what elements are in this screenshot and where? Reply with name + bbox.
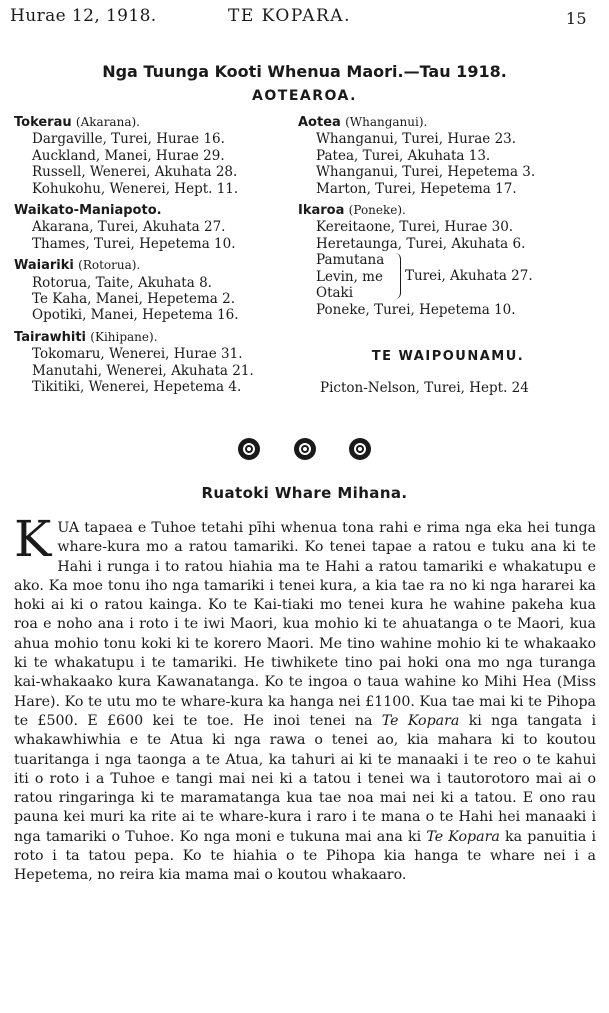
issue-date: Hurae 12, 1918. [10, 6, 157, 26]
district-office: (Poneke). [348, 203, 406, 218]
fern-rosette-icon [294, 438, 316, 460]
region-heading-waipounamu: TE WAIPOUNAMU. [371, 349, 525, 364]
publication-title: TE KOPARA. [228, 6, 351, 26]
sitting-entry: Tikitiki, Wenerei, Hepetema 4. [32, 379, 242, 396]
article-title: Ruatoki Whare Mihana. [201, 484, 408, 502]
braced-places [316, 252, 384, 301]
district-office: (Whanganui). [345, 115, 428, 129]
region-heading-aotearoa: AOTEAROA. [252, 88, 357, 104]
sitting-entry: Rotorua, Taite, Akuhata 8. [32, 274, 212, 291]
sitting-entry: Dargaville, Turei, Hurae 16. [32, 131, 225, 148]
district-name: Tairawhiti [14, 329, 86, 345]
sitting-entry: Tokomaru, Wenerei, Hurae 31. [32, 346, 243, 363]
district-name: Ikaroa [298, 203, 345, 219]
sitting-entry: Russell, Wenerei, Akuhata 28. [32, 164, 238, 181]
sitting-entry: Whanganui, Turei, Hurae 23. [316, 131, 517, 148]
sitting-entry: Auckland, Manei, Hurae 29. [32, 147, 225, 164]
article-body [14, 510, 596, 886]
sitting-entry: Patea, Turei, Akuhata 13. [316, 147, 491, 164]
section-divider [0, 438, 609, 464]
sitting-entry: Heretaunga, Turei, Akuhata 6. [316, 235, 526, 252]
sitting-entry: Whanganui, Turei, Hepetema 3. [316, 164, 536, 181]
sitting-entry: Te Kaha, Manei, Hepetema 2. [32, 291, 235, 308]
sitting-entry: Picton-Nelson, Turei, Hept. 24 [320, 380, 529, 396]
braced-place: Pamutana [316, 252, 385, 269]
drop-cap: K [14, 510, 52, 568]
sitting-entry: Manutahi, Wenerei, Akuhata 21. [32, 362, 254, 379]
braced-place: Levin, me [316, 268, 383, 285]
district-office: (Kihipane). [90, 329, 158, 344]
sitting-entry: Opotiki, Manei, Hepetema 16. [32, 307, 239, 324]
article-text: ki nga tangata i whakawhiwhia e te Atua ki nga rawa o tenei ao, kia mahara ki to koutou tuaritanga i nga taonga a te Atua, ka tahuri ai ki te manaaki i te reo o te kahui iti o roto i a Tuhoe e tangi mai nei ki a tatou i tenei wa i tautorotoro mai ai o ratou ringaringa ki te maramatanga kua tae noa mai nei ki a tatou. E ono rau pauna kei muri ka rite ai te whare-kura i raro i te mana o te Hahi hei manaaki i nga tamariki o Tuhoe. Ko nga moni e tukuna mai ana ki [14, 712, 596, 845]
fern-rosette-icon [349, 438, 371, 460]
district-name: Waikato-Maniapoto. [14, 203, 162, 219]
district-tokerau [14, 114, 302, 197]
district-office: (Rotorua). [78, 258, 141, 273]
sitting-entry: Thames, Turei, Hepetema 10. [32, 235, 236, 252]
curly-brace [394, 253, 401, 299]
sitting-entry: Poneke, Turei, Hepetema 10. [316, 302, 516, 319]
article-text: UA tapaea e Tuhoe tetahi pīhi whenua tona rahi e rima nga eka hei tunga whare-kura mo a ratou tamariki. Ko tenei tapae a ratou e tuku ana ki te Hahi i runga i to ratou hiahia ma te Hahi a ratou tamariki e whakatupu e ako. Ka moe tonu iho nga tamariki i tenei kura, a kia tae ra no ki nga hararei ka hoki ai ki o ratou kainga. Ko te Kai-tiaki mo tenei kura he wahine pakeha kua roa e noho ana i roto i te iwi Maori, kua mohio ki te ahuatanga o te Maori, kua ahua mohio tonu koki ki te korero Maori. Me tino wahine mohio ki te whakaako ki te whakatupu i te tamariki. He tiwhikete tino pai hoki ona mo nga turanga kai-whakaako kura Kawanatanga. Ko te ingoa o taua wahine ko Mihi Hea (Miss Hare). Ko te utu mo te whare-kura ka hanga nei £1100. Kua tae mai ki te Pihopa te £500. E £600 kei te toe. He inoi tenei na [14, 520, 596, 729]
braced-place: Otaki [316, 285, 354, 302]
district-tairawhiti [14, 329, 302, 396]
sitting-entry: Marton, Turei, Hepetema 17. [316, 180, 517, 197]
publication-name-italic: Te Kopara [426, 828, 500, 845]
district-waiariki [14, 257, 302, 324]
sitting-entry: Kohukohu, Wenerei, Hept. 11. [32, 180, 239, 197]
district-name: Waiariki [14, 258, 74, 274]
court-schedule-right-column [298, 114, 598, 324]
district-name: Tokerau [14, 115, 72, 130]
district-office: (Akarana). [75, 115, 140, 129]
fern-rosette-icon [238, 438, 260, 460]
page-number: 15 [565, 9, 587, 28]
district-name: Aotea [298, 115, 341, 130]
sitting-entry: Kereitaone, Turei, Hurae 30. [316, 219, 514, 236]
publication-name-italic: Te Kopara [381, 712, 460, 729]
district-waikato-maniapoto [14, 202, 302, 252]
district-ikaroa [298, 202, 598, 319]
article-text: ka panuitia i roto i ta tatou pepa. Ko te hiahia o te Pihopa kia hanga te whare nei i a Hepetema, no reira kia mama mai o koutou whakaaro. [14, 828, 596, 884]
district-aotea [298, 114, 598, 197]
court-schedule-left-column [14, 114, 302, 401]
sitting-entry: Akarana, Turei, Akuhata 27. [32, 219, 226, 236]
braced-sitting-group [298, 252, 598, 302]
running-head [10, 6, 587, 30]
section-title: Nga Tuunga Kooti Whenua Maori.—Tau 1918. [102, 62, 507, 81]
braced-sitting-date: Turei, Akuhata 27. [405, 268, 533, 285]
